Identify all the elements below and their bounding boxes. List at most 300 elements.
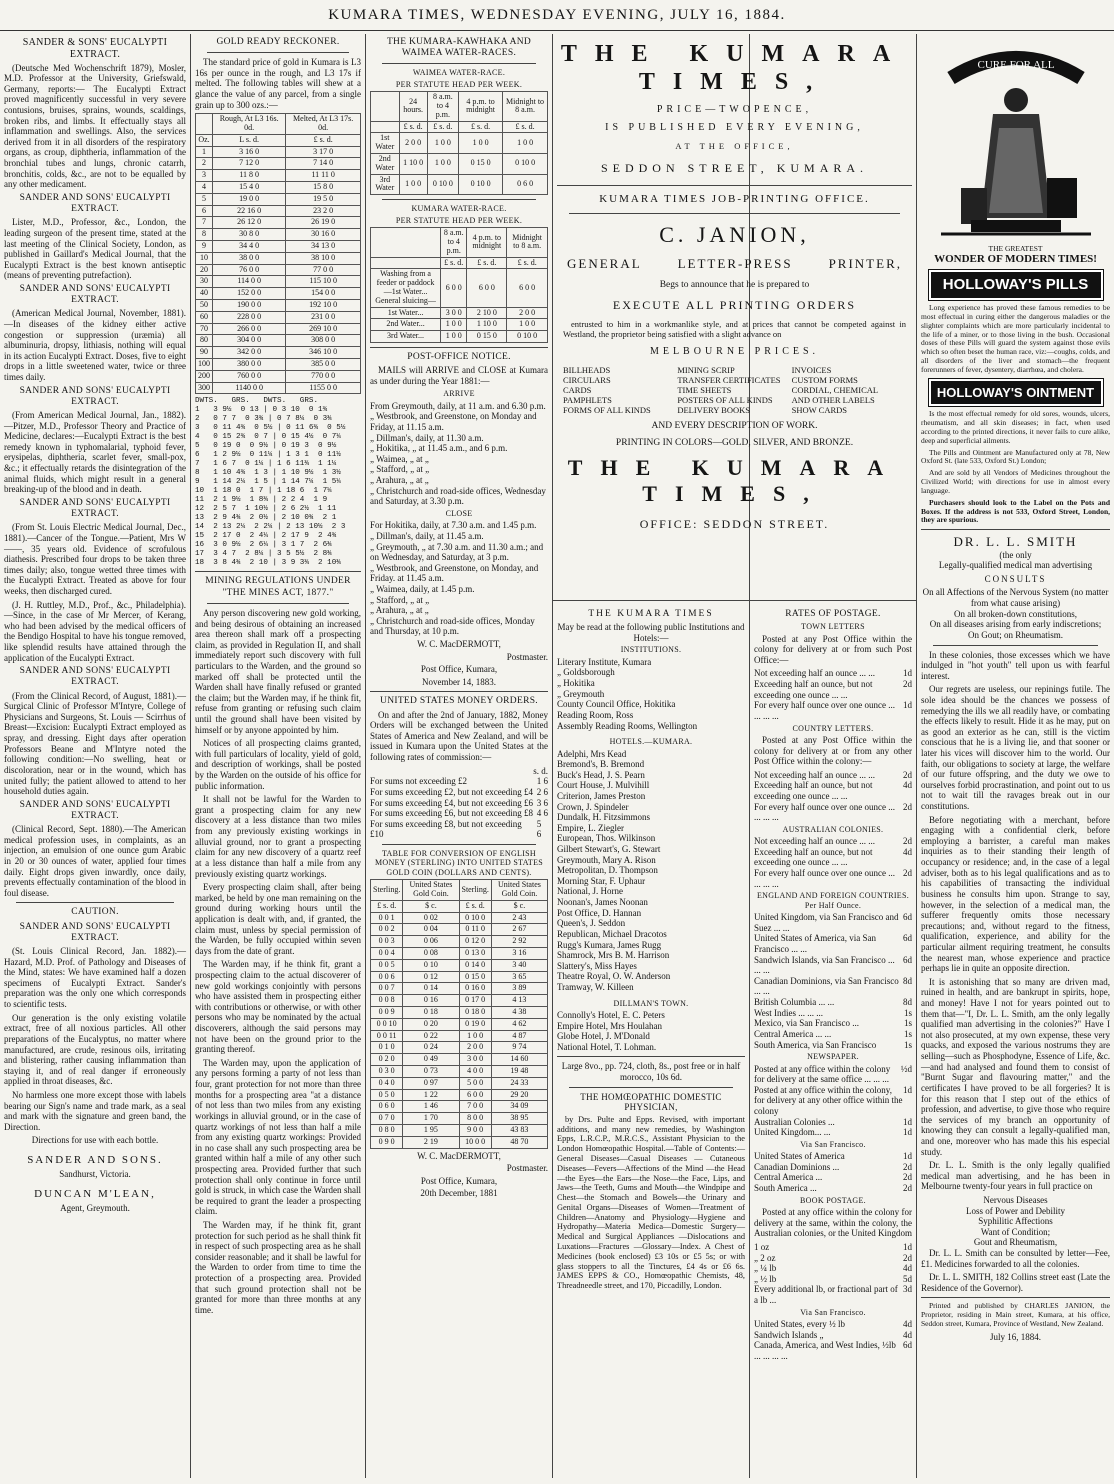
- rate-value: 4d: [903, 1263, 912, 1274]
- conversion-title: TABLE FOR CONVERSION OF ENGLISH MONEY (STERLING) INTO UNITED STATES GOLD COIN (DOLLARS AND CENTS).: [374, 848, 544, 877]
- table-cell: 0 10 0: [507, 331, 548, 343]
- table-cell: 1 0 0: [459, 133, 503, 154]
- table-cell: 1 22: [403, 1089, 459, 1101]
- table-cell: £ s. d.: [399, 121, 427, 133]
- po-place: Post Office, Kumara,: [420, 664, 498, 675]
- rate-label: „ ¼ lb: [754, 1263, 777, 1274]
- table-cell: 0 06: [403, 936, 459, 948]
- disease-item: Syphilitic Affections: [978, 1216, 1053, 1227]
- rate-label: For sums exceeding £6, but not exceeding £8: [370, 808, 533, 819]
- table-row: [371, 1007, 548, 1019]
- dwt-row: 5 0 19 0 0 9½ | 0 19 3 0 9½: [195, 442, 337, 451]
- table-cell: 20: [196, 264, 213, 276]
- consult-item: On all broken-down constitutions,: [954, 608, 1077, 619]
- race-title: WAIMEA WATER-RACE.: [412, 68, 506, 78]
- entrusted: entrusted to him in a workmanlike style, and at prices that cannot be competed against in Westland, the proprietor being satisfied with a slight advance on: [563, 319, 906, 340]
- table-row: [196, 311, 361, 323]
- table-row: [371, 257, 548, 269]
- postmaster-name: W. C. MacDERMOTT,: [417, 1150, 501, 1161]
- rate-value: 4d: [903, 846, 912, 857]
- table-row: [196, 217, 361, 229]
- table-row: [371, 133, 548, 154]
- rate-row: [370, 798, 548, 809]
- rate-label: British Columbia ... ...: [754, 997, 835, 1008]
- column-eucalypti: [0, 34, 190, 1478]
- table-cell: 0 0 6: [371, 971, 403, 983]
- table-row: [371, 319, 548, 331]
- rate-label: Canadian Dominions ...: [754, 1161, 840, 1172]
- trade-word: PRINTER,: [828, 256, 902, 272]
- table-cell: 30 8 0: [213, 229, 286, 241]
- rate-row: [754, 1340, 912, 1361]
- table-cell: 19 0 0: [213, 193, 286, 205]
- printing-item: INVOICES: [791, 364, 832, 375]
- printing-item: CORDIAL, CHEMICAL: [791, 384, 879, 395]
- rate-row: [754, 770, 912, 781]
- rate-value: 4d: [903, 780, 912, 791]
- table-cell: 1155 0 0: [286, 382, 361, 394]
- greatest: THE GREATEST: [988, 243, 1043, 253]
- table-cell: 6 0 0: [467, 269, 507, 307]
- fee: Dr. L. L. Smith can be consulted by letter—Fee, £1. Medicines forwarded to all the colonies.: [921, 1248, 1110, 1269]
- hotel: Crown, J. Spindeler: [557, 801, 629, 812]
- institution: Literary Institute, Kumara: [557, 656, 652, 667]
- table-cell: 190 0 0: [213, 300, 286, 312]
- rate-value: 6d: [903, 1340, 912, 1351]
- arrive-heading: ARRIVE: [443, 389, 475, 399]
- table-cell: 26 12 0: [213, 217, 286, 229]
- table-row: [196, 382, 361, 394]
- dr-legal: Legally-qualified medical man advertising: [938, 560, 1093, 571]
- divider: [557, 1056, 745, 1057]
- paragraph: Our generation is the only existing volatile extract, free of all noxious particles. All other preparations of the Eucalyptus, no matter where manufactured, are crude, resinous oils, irritating and blistering, rather causing inflammation than staying it, and of real danger if erroneously applied in throat diseases, &c.: [4, 1012, 186, 1087]
- rate-label: For every half ounce over one ounce ... ... ... ...: [754, 801, 895, 823]
- divider: [207, 52, 349, 53]
- hotel: Bremond's, B. Bremond: [557, 759, 645, 770]
- table-row: [371, 1030, 548, 1042]
- dwt-row: 1 3 9½ 0 13 | 0 3 10 0 1¾: [195, 406, 328, 415]
- table-cell: 1st Water...: [371, 307, 441, 319]
- table-header: [371, 228, 441, 257]
- table-cell: 0 10 0: [503, 154, 548, 175]
- rate-row: [754, 1029, 912, 1040]
- figure-illustration-icon: [921, 38, 1111, 238]
- disease-item: Loss of Power and Debility: [966, 1205, 1065, 1216]
- rate-value: 1d: [903, 1151, 912, 1162]
- table-cell: 1 0 0: [427, 133, 458, 154]
- institution: „ Goldsborough: [557, 667, 615, 678]
- table-cell: 0 0 7: [371, 983, 403, 995]
- divider: [569, 1087, 733, 1088]
- table-cell: 2 67: [491, 924, 547, 936]
- rate-row: [754, 997, 912, 1008]
- table-cell: 0 02: [403, 912, 459, 924]
- table-cell: 0 10 0: [459, 174, 503, 195]
- rate-value: 6d: [903, 933, 912, 944]
- table-cell: 192 10 0: [286, 300, 361, 312]
- book-postage-heading: BOOK POSTAGE.: [800, 1195, 866, 1205]
- postmaster-title: Postmaster.: [506, 651, 548, 662]
- table-cell: 3 40: [491, 959, 547, 971]
- table-cell: 0 0 3: [371, 936, 403, 948]
- printing-item: TIME SHEETS: [677, 384, 732, 395]
- table-cell: 11 8 0: [213, 170, 286, 182]
- table-cell: 0 0 10: [371, 1018, 403, 1030]
- rate-row: [754, 1018, 912, 1029]
- table-cell: £ s. d.: [371, 900, 403, 912]
- table-row: [371, 995, 548, 1007]
- postmaster-name: W. C. MacDERMOTT,: [417, 638, 501, 649]
- consult-item: On Gout; on Rheumatism.: [968, 629, 1063, 640]
- dr-only: (the only: [999, 549, 1032, 560]
- address: Dr. L. L. SMITH, 182 Collins street east (Late the Residence of the Governor).: [921, 1272, 1110, 1293]
- table-cell: Washing from a feeder or paddock—1st Water... General sluicing—: [371, 269, 441, 307]
- table-cell: 77 0 0: [286, 264, 361, 276]
- rate-label: For sums exceeding £8, but not exceeding £10: [370, 818, 522, 840]
- rate-label: Posted at any office within the colony for delivery at the same office ... ... ...: [754, 1063, 891, 1085]
- rate-label: For sums exceeding £2, but not exceeding £4: [370, 786, 533, 797]
- table-cell: 70: [196, 323, 213, 335]
- trade-word: LETTER-PRESS: [677, 256, 793, 272]
- dwt-row: 8 1 10 4¾ 1 3 | 1 10 9½ 1 3½: [195, 469, 341, 477]
- table-row: [196, 288, 361, 300]
- table-cell: 1 0 0: [503, 133, 548, 154]
- rate-row: [370, 808, 548, 819]
- rate-row: [754, 1162, 912, 1173]
- rate-label: United Kingdom... ...: [754, 1127, 831, 1138]
- table-cell: 0 73: [403, 1066, 459, 1078]
- paragraph: The Warden may, if he think fit, grant protection for such period as he shall think fit in respect of such prospecting area as he shall consider reasonable; and it shall be lawful for the Warden to order from time to time the protection of a prospecting area. Provided that such ground protection shall not be granted for more than three months at any time.: [195, 1220, 361, 1315]
- rate-value: 1d: [903, 1241, 912, 1252]
- table-cell: 34 13 0: [286, 241, 361, 253]
- rate-row: [754, 1330, 912, 1341]
- rate-row: [754, 1117, 912, 1128]
- table-row: [196, 241, 361, 253]
- race-title: KUMARA WATER-RACE.: [411, 204, 507, 214]
- mail-line: „ Stafford, „ at „: [370, 594, 430, 605]
- mail-line: „ Waimea, daily, at 1.45 p.m.: [370, 583, 475, 594]
- hotel: Empire, L. Ziegler: [557, 822, 624, 833]
- imprint: Printed and published by CHARLES JANION, the Proprietor, residing in Main street, Kumara, at his office, Seddon street, Kumara, Province of Westland, New Zealand.: [921, 1301, 1110, 1329]
- newspaper-heading: NEWSPAPER.: [807, 1052, 859, 1062]
- table-row: [371, 1101, 548, 1113]
- ad-heading: SANDER AND SONS' EUCALYPTI EXTRACT.: [19, 799, 171, 821]
- column-gold-reckoner: [191, 34, 365, 1478]
- table-cell: 0 97: [403, 1077, 459, 1089]
- price: PRICE—TWOPENCE,: [656, 103, 813, 115]
- table-subheader: L s. d.: [213, 134, 286, 146]
- rate-value: 1s: [903, 1039, 912, 1050]
- table-cell: 6 0 0: [441, 269, 467, 307]
- paragraph: It is astonishing that so many are driven mad, ruined in health, and are bankrupt in spirits, hope, and money! Have I not for years pointed out to them that—"I, Dr. L. L. Smith, am the only legally qualified man advertising in the colonies?" Have I not also prosecuted, at my own expense, these very quacks, and exposed the various nostrums they are selling—such as Phosphodyne, Essence of Life, &c.—and had analysed and found them to consist of "Burnt Sugar and flavouring matter," and the certificates I have proved to be all forgeries? It is for this reason that I step out of the ethics of profession, and advertise, to give those who require the services of my branch an opportunity of knowing they can consult a legally-qualified man, and one, moreover who has made this his especial study.: [921, 976, 1110, 1157]
- mail-line: „ Greymouth, „ at 7.30 a.m. and 11.30 a.m.; and on Wednesday, and Saturday, at 3 p.m.: [370, 541, 544, 563]
- table-cell: 0 24: [403, 1042, 459, 1054]
- table-cell: 1 0 0: [441, 319, 467, 331]
- table-header: 8 a.m. to 4 p.m.: [441, 228, 467, 257]
- rate-label: Mexico, via San Francisco ...: [754, 1018, 859, 1029]
- divider: [382, 199, 536, 200]
- table-cell: 0 0 1: [371, 912, 403, 924]
- ad-heading: SANDER AND SONS' EUCALYPTI EXTRACT.: [19, 192, 171, 215]
- table-header: Midnight to 8 a.m.: [507, 228, 548, 257]
- table-row: [196, 358, 361, 370]
- holloway-ointment-banner: HOLLOWAY'S OINTMENT: [929, 379, 1103, 406]
- mail-line: „ Waimea, „ at „: [370, 453, 429, 464]
- race-subtitle: PER STATUTE HEAD PER WEEK.: [395, 215, 523, 225]
- rate-value: 1d: [903, 1116, 912, 1127]
- rate-row: [754, 679, 912, 700]
- mail-line: „ Westbrook, and Greenstone, on Monday and Friday, at 11.15 a.m.: [370, 411, 537, 432]
- rate-value: 6d: [903, 954, 912, 965]
- table-cell: 15 4 0: [213, 182, 286, 194]
- table-cell: 266 0 0: [213, 323, 286, 335]
- table-cell: 9 74: [491, 1042, 547, 1054]
- table-cell: 1 0 0: [441, 331, 467, 343]
- table-row: [196, 229, 361, 241]
- rate-label: Not exceeding half an ounce ... ...: [754, 836, 875, 847]
- table-cell: £ s. d.: [427, 121, 458, 133]
- rate-label: Sandwich Islands „: [754, 1329, 824, 1340]
- table-cell: 2nd Water...: [371, 319, 441, 331]
- column-water-races: [366, 34, 552, 1478]
- rate-value: 2d: [903, 769, 912, 780]
- table-cell: 0 15 0: [467, 331, 507, 343]
- dwt-row: 15 2 17 0 2 4¼ | 2 17 9 2 4¾: [195, 531, 337, 540]
- dwt-row: 6 1 2 9½ 0 11¼ | 1 3 1 0 11½: [195, 451, 341, 460]
- hotel: Globe Hotel, J. M'Donald: [557, 1031, 650, 1042]
- table-row: [371, 1054, 548, 1066]
- rate-value: 2d: [903, 1252, 912, 1263]
- table-cell: 0 14 0: [459, 959, 491, 971]
- rate-label: United States of America, via San Francisco ... ...: [754, 933, 876, 955]
- rate-row: [754, 1172, 912, 1183]
- printing-item: POSTERS OF ALL KINDS: [677, 394, 773, 405]
- rate-label: For sums exceeding £4, but not exceeding £6: [370, 797, 533, 808]
- table-cell: 4 13: [491, 995, 547, 1007]
- table-cell: 231 0 0: [286, 311, 361, 323]
- table-cell: 15 8 0: [286, 182, 361, 194]
- mail-line: „ Christchurch and road-side offices, Monday and Thursday, at 10 p.m.: [370, 615, 535, 637]
- job-printing: KUMARA TIMES JOB-PRINTING OFFICE.: [599, 193, 870, 206]
- table-cell: 380 0 0: [213, 358, 286, 370]
- rate-value: 2d: [903, 801, 912, 812]
- table-cell: 3rd Water...: [371, 331, 441, 343]
- table-cell: 1140 0 0: [213, 382, 286, 394]
- begs: Begs to announce that he is prepared to: [659, 279, 810, 290]
- table-row: [371, 1089, 548, 1101]
- rate-value: 1d: [903, 1127, 912, 1138]
- table-cell: 76 0 0: [213, 264, 286, 276]
- table-cell: 10 0 0: [459, 1136, 491, 1148]
- table-cell: 1 0 0: [459, 1030, 491, 1042]
- dwt-row: 11 2 1 9½ 1 8¾ | 2 2 4 1 9: [195, 495, 328, 504]
- rate-label: Exceeding half an ounce, but not exceeding one ounce ... ...: [754, 679, 873, 700]
- country-rates: [754, 770, 912, 823]
- paragraph: Posted at any office within the colony for delivery at the same, within the colony, the Australian colonies, or the United Kingdom: [754, 1207, 912, 1239]
- divider: [921, 1297, 1110, 1298]
- paragraph: In these colonies, those excesses which we have indulged in "hot youth" tell upon us with fearful interest.: [921, 649, 1110, 681]
- paragraph: Lister, M.D., Professor, &c., London, the leading surgeon of the present time, stated at the last meeting of the Clinical Society, London, as published in Gaillard's Medical Journal, that the Eucalypti Extract is the best known antiseptic (means of preventing putrefaction).: [4, 217, 186, 281]
- table-cell: 4 38: [491, 1007, 547, 1019]
- table-cell: 6 0 0: [459, 1089, 491, 1101]
- column-holloway-smith: [917, 34, 1114, 1478]
- paragraph: (From American Medical Journal, Jan., 1882).—Pitzer, M.D., Professor Theory and Practice of Medicine, declares:—Eucalypti Extract is the best remedy known in typhomalarial, typhoid fever, erysipelas, diphtheria, scarlet fever, small-pox, &c.; it effectually retards the disintegration of the animal fluids, which might result in a general breaking-up of the blood and in death.: [4, 410, 186, 495]
- rate-row: [754, 1253, 912, 1264]
- dwt-row: 7 1 6 7 0 1¼ | 1 6 11¾ 1 1¼: [195, 460, 337, 469]
- table-cell: 7 14 0: [286, 158, 361, 170]
- column-postage-rates: [750, 606, 916, 1478]
- rate-label: For every half ounce over one ounce ... ... ... ...: [754, 868, 895, 889]
- divider: [921, 529, 1110, 530]
- consult-item: On all diseases arising from early indiscretions;: [929, 619, 1102, 630]
- table-row: [196, 193, 361, 205]
- mo-sd: s. d.: [533, 765, 548, 776]
- table-header: Midnight to 8 a.m.: [503, 92, 548, 121]
- table-cell: 0 5 0: [371, 1089, 403, 1101]
- via-heading-2: Via San Francisco.: [800, 1307, 866, 1317]
- table-cell: 19 5 0: [286, 193, 361, 205]
- table-cell: 3 65: [491, 971, 547, 983]
- table-cell: 1 10 0: [467, 319, 507, 331]
- table-cell: 0 12 0: [459, 936, 491, 948]
- ad-heading: SANDER AND SONS' EUCALYPTI EXTRACT.: [19, 385, 171, 407]
- table-cell: 6: [196, 205, 213, 217]
- hotel: Dundalk, H. Fitzsimmons: [557, 812, 651, 823]
- close-list: [370, 520, 548, 637]
- table-row: [371, 1113, 548, 1125]
- table-cell: 19 48: [491, 1066, 547, 1078]
- table-cell: 770 0 0: [286, 370, 361, 382]
- table-cell: 308 0 0: [286, 335, 361, 347]
- table-cell: 3rd Water: [371, 174, 400, 195]
- pills-text: Long experience has proved these famous remedies to be most effectual in curing either the dangerous maladies or the slighter complaints which are more particularly incidental to the life of a miner, or to those living in the bush. Occasional doses of these Pills will guard the system against those evils which so often beset the human race, viz:—coughs, colds, and all disorders of the liver and stomach—the frequent forerunners of fever, dysentery, diarrhœa, and cholera.: [921, 303, 1110, 375]
- dwt-table: [195, 397, 361, 567]
- paragraph: No harmless one more except those with labels bearing our Sign's name and trade mark, as a seal and mark with the signature and green band, the Direction.: [4, 1089, 186, 1132]
- table-cell: 760 0 0: [213, 370, 286, 382]
- table-row: [371, 1066, 548, 1078]
- table-cell: 0 3 0: [371, 1066, 403, 1078]
- mail-line: For Hokitika, daily, at 7.30 a.m. and 1.45 p.m.: [370, 520, 537, 531]
- table-cell: 8 0 0: [459, 1113, 491, 1125]
- table-cell: [371, 257, 441, 269]
- arrive-list: [370, 401, 548, 507]
- rate-value: 8d: [903, 975, 912, 986]
- rate-label: Not exceeding half an ounce ... ...: [754, 668, 875, 679]
- rate-row: [754, 1284, 912, 1305]
- rate-value: 2d: [903, 679, 912, 690]
- printing-item: TRANSFER CERTIFICATES: [677, 374, 781, 385]
- dwt-row: 9 1 14 2¼ 1 5 | 1 14 7¼ 1 5¼: [195, 477, 341, 486]
- table-row: [196, 347, 361, 359]
- rate-row: [754, 933, 912, 954]
- hotel: European, Thos. Wilkinson: [557, 833, 656, 844]
- table-row: [371, 971, 548, 983]
- table-cell: 29 20: [491, 1089, 547, 1101]
- rate-label: Exceeding half an ounce, but not exceeding one ounce ... ...: [754, 780, 873, 801]
- table-row: [371, 1136, 548, 1148]
- table-cell: $ c.: [491, 900, 547, 912]
- rate-value: 2d: [903, 1172, 912, 1183]
- signature: SANDER AND SONS.: [27, 1154, 163, 1166]
- disease-item: Want of Condition;: [980, 1226, 1051, 1237]
- rate-label: United Kingdom, via San Francisco and Suez ... ...: [754, 912, 899, 933]
- table-cell: 3 0 0: [459, 1054, 491, 1066]
- rate-row: [754, 1085, 912, 1117]
- table-cell: 0 6 0: [503, 174, 548, 195]
- rate-row: [754, 1183, 912, 1194]
- paragraph: (From St. Louis Electric Medical Journal, Dec., 1881).—Cancer of the Tongue.—Patient, Mrs W——, 35 years old. Evidence of scrofulous diathesis. Prescribed four drops to be taken three times daily; also, tongue wetted three times with the Eucalypti Extract. Treated as above for four weeks, then discharged cured.: [4, 522, 186, 596]
- printing-item: CIRCULARS: [563, 374, 611, 385]
- paragraph: (Deutsche Med Wochenschrift 1879), Mosler, M.D. Professor at the University, Griefswald, Germany, reports:— The Eucalypti Extract proved magnificently successful in very severe contusions, bruises, sprains, wounds, scaldings, broken ribs, and limbs. It effectually stays all inflammation and swellings. Also, the services derived from it in all disorders of the respiratory organs, as croup, diphtheria, inflammation of the bronchial tubes and lungs, chronic catarrh, bronchitis, colds, &c., are not to be equalled by any other medicament.: [4, 62, 186, 190]
- paragraph: The standard price of gold in Kumara is L3 16s per ounce in the rough, and L3 17s if melted. The following tables will shew at a glance the value of any parcel, from a single grain up to 300 ozs.:—: [195, 57, 361, 110]
- table-cell: 0 0 11: [371, 1030, 403, 1042]
- table-cell: 4: [196, 182, 213, 194]
- water-races-title: THE KUMARA-KAWHAKA AND WAIMEA WATER-RACES.: [386, 37, 532, 59]
- trade-word: GENERAL: [567, 256, 642, 272]
- rate-label: Central America ...: [754, 1172, 823, 1183]
- rate-value: 1 6: [536, 776, 548, 787]
- table-cell: 1 0 0: [427, 154, 458, 175]
- agent-name: DUNCAN M'LEAN,: [34, 1187, 156, 1200]
- rate-label: South America, via San Francisco: [754, 1039, 877, 1050]
- ad-heading: SANDER AND SONS' EUCALYPTI EXTRACT.: [19, 921, 171, 943]
- rate-value: 1d: [903, 700, 912, 711]
- disease-item: Gout and Rheumatism,: [973, 1237, 1058, 1248]
- table-row: [371, 269, 548, 307]
- dwt-header: DWTS. GRS. DWTS. GRS.: [195, 397, 319, 406]
- table-row: [196, 264, 361, 276]
- table-cell: 2 0 0: [507, 307, 548, 319]
- divider: [382, 63, 536, 64]
- table-cell: 38 0 0: [213, 252, 286, 264]
- table-subheader: £ s. d.: [286, 134, 361, 146]
- table-cell: £ s. d.: [441, 257, 467, 269]
- sold-by: And are sold by all Vendors of Medicines throughout the Civilized World; with directions for use in almost every language.: [921, 468, 1110, 495]
- via-rates: [754, 1151, 912, 1193]
- table-cell: 4 62: [491, 1018, 547, 1030]
- newspaper-rates: [754, 1064, 912, 1138]
- rate-label: Sandwich Islands, via San Francisco ... ... ...: [754, 954, 895, 976]
- table-row: [371, 1042, 548, 1054]
- table-cell: 0 08: [403, 948, 459, 960]
- table-cell: 0 13 0: [459, 948, 491, 960]
- printing-item: PAMPHLETS: [563, 394, 612, 405]
- rate-row: [754, 1040, 912, 1051]
- table-cell: 114 0 0: [213, 276, 286, 288]
- institutions-intro: May be read at the following public Institutions and Hotels:—: [557, 622, 745, 643]
- race-subtitle: PER STATUTE HEAD PER WEEK.: [395, 79, 523, 89]
- divider: [382, 844, 536, 845]
- table-cell: 0 0 9: [371, 1007, 403, 1019]
- ointment-text: Is the most effectual remedy for old sores, wounds, ulcers, rheumatism, and all skin diseases; in fact, when used according to the printed directions, it never fails to cure alike, deep and superficial ailments.: [921, 409, 1110, 445]
- table-header: [371, 92, 400, 121]
- table-row: [371, 983, 548, 995]
- table-cell: 0 1 0: [371, 1042, 403, 1054]
- table-cell: 0 16: [403, 995, 459, 1007]
- table-cell: 40: [196, 288, 213, 300]
- rate-value: ½d: [900, 1063, 912, 1074]
- paragraph: Our regrets are useless, our repinings futile. The sole idea should be the chances we possess of remedying the ills we all readily have, or combating the effects likely to result. Hide it as he may, put on as good an exterior as he can, still is the victim conscious that he is a living lie, and that sooner or later his vices will discover him to the world. Our faith, our obligations to society at large, the welfare of our future offspring, and the duty we owe to ourselves forbid procrastination, and point out to us not to wait till the ravages break out in our constitutions.: [921, 684, 1110, 812]
- caution-heading: CAUTION.: [71, 907, 119, 918]
- rate-value: 6d: [903, 912, 912, 923]
- table-cell: 8: [196, 229, 213, 241]
- at-office: AT THE OFFICE,: [675, 141, 794, 152]
- table-cell: 60: [196, 311, 213, 323]
- waimea-table: [370, 91, 548, 195]
- postage-title: RATES OF POSTAGE.: [785, 609, 881, 619]
- table-cell: 0 18: [403, 1007, 459, 1019]
- table-cell: 0 15 0: [459, 971, 491, 983]
